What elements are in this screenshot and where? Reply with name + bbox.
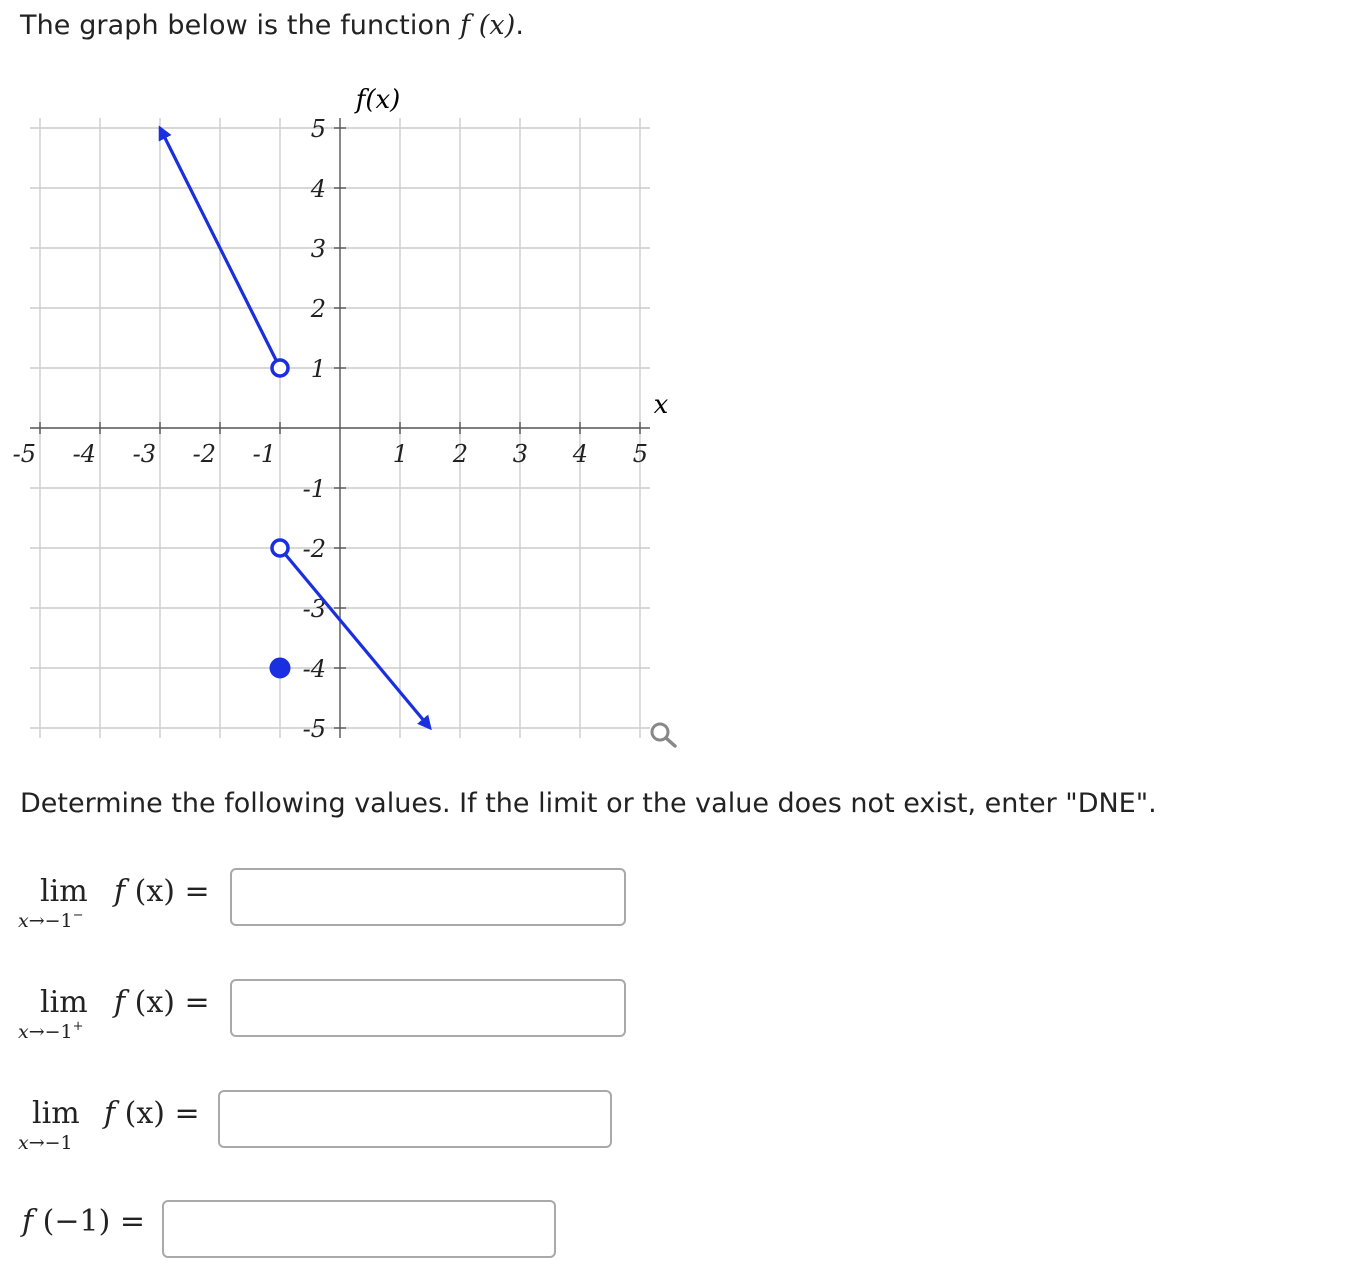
problem-prompt: The graph below is the function f (x).	[20, 10, 525, 41]
limit-expression: f (x) =	[104, 1096, 200, 1131]
x-tick-label: -4	[72, 440, 96, 468]
y-tick-label: 1	[310, 355, 326, 383]
answer-input-left-limit[interactable]	[230, 868, 626, 926]
question-2	[18, 979, 628, 1043]
x-tick-label: -3	[132, 440, 156, 468]
x-tick-label: 2	[452, 440, 468, 468]
y-tick-label: -3	[302, 595, 326, 623]
x-tick-labels	[13, 440, 648, 468]
question-3	[18, 1090, 618, 1154]
y-tick-label: 3	[310, 235, 326, 263]
answer-input-right-limit[interactable]	[230, 979, 626, 1037]
question-4	[18, 1200, 558, 1264]
magnifier-icon[interactable]	[652, 724, 675, 746]
open-circle-point	[272, 540, 288, 556]
graph-axes	[30, 118, 650, 738]
x-tick-label: 3	[512, 440, 528, 468]
function-notation: f (x)	[459, 10, 516, 41]
answer-input-two-sided-limit[interactable]	[218, 1090, 612, 1148]
x-tick-label: 5	[632, 440, 648, 468]
limit-notation: lim x→−1−	[18, 874, 88, 932]
open-circle-point	[272, 360, 288, 376]
y-tick-label: -1	[302, 475, 326, 503]
y-tick-labels	[303, 115, 326, 743]
graph-segment-2	[280, 548, 430, 728]
limit-notation: lim x→−1+	[18, 985, 88, 1043]
x-tick-label: -1	[252, 440, 276, 468]
y-tick-label: -5	[302, 715, 326, 743]
function-value-expression: f (−1) =	[22, 1204, 145, 1239]
answer-input-function-value[interactable]	[162, 1200, 556, 1258]
x-tick-label: -2	[192, 440, 216, 468]
limit-notation: lim x→−1	[18, 1096, 80, 1154]
y-tick-label: 5	[310, 115, 326, 143]
x-axis-label: x	[653, 390, 669, 420]
question-1	[18, 868, 628, 932]
y-tick-label: -2	[302, 535, 326, 563]
x-tick-label: 1	[392, 440, 408, 468]
y-axis-label: f(x)	[355, 85, 401, 115]
limit-expression: f (x) =	[114, 985, 210, 1020]
x-tick-label: -5	[12, 440, 36, 468]
function-graph	[0, 80, 700, 760]
limit-expression: f (x) =	[114, 874, 210, 909]
instructions: Determine the following values. If the limit or the value does not exist, enter "DNE".	[20, 788, 1157, 819]
y-tick-label: 2	[310, 295, 326, 323]
filled-circle-point	[270, 658, 290, 678]
y-tick-label: 4	[310, 175, 326, 203]
y-tick-label: -4	[302, 655, 326, 683]
x-tick-label: 4	[572, 440, 588, 468]
